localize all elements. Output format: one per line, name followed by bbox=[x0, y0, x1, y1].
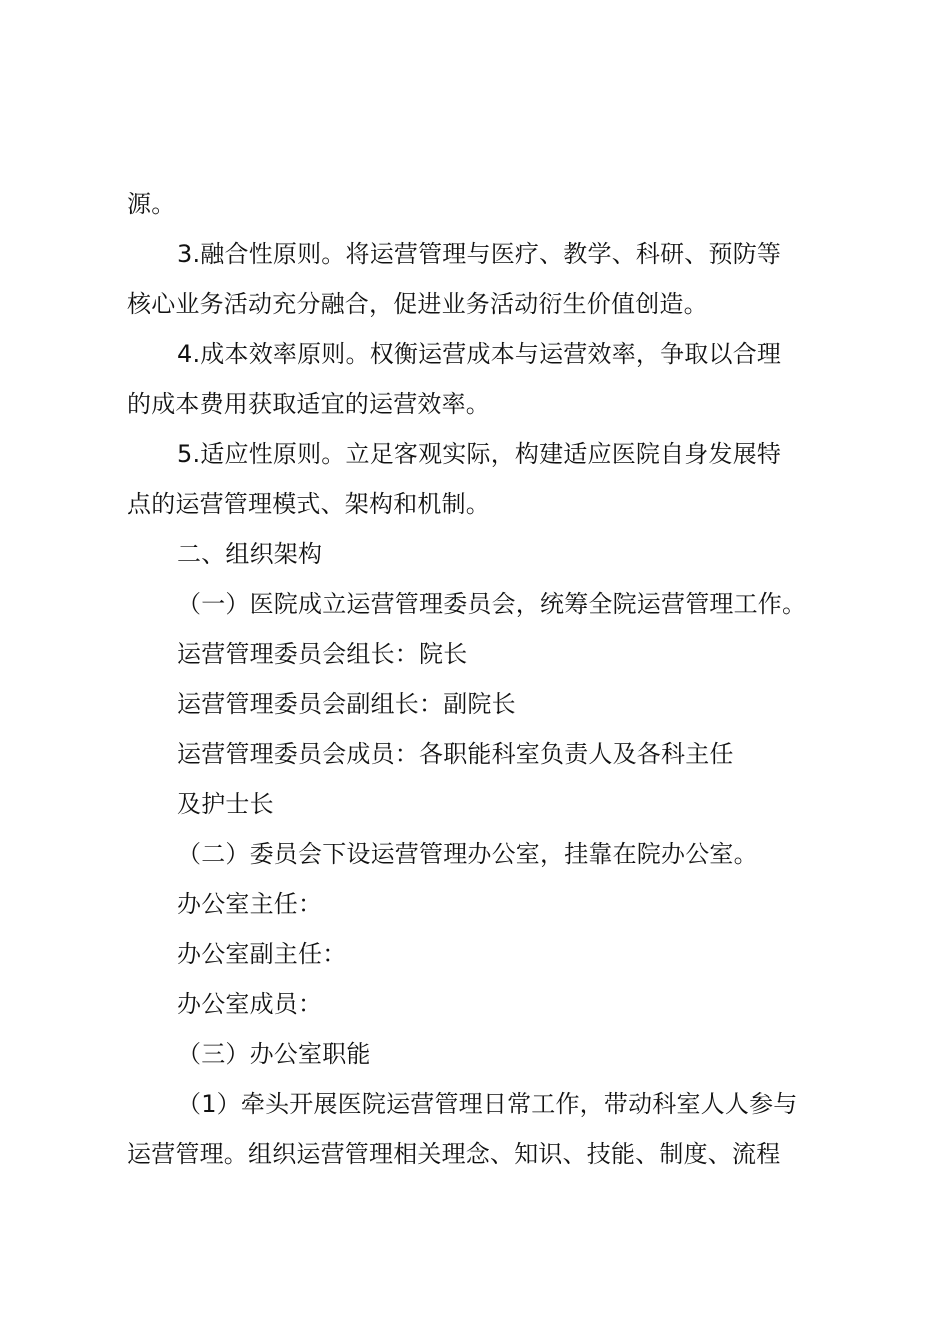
committee-members-line-1: 运营管理委员会成员：各职能科室负责人及各科主任 bbox=[177, 740, 734, 768]
committee-members-line-2: 及护士长 bbox=[177, 790, 274, 818]
subsection-3-heading: （三）办公室职能 bbox=[177, 1040, 371, 1068]
office-deputy-director: 办公室副主任： bbox=[177, 940, 347, 968]
subsection-2-heading: （二）委员会下设运营管理办公室，挂靠在院办公室。 bbox=[177, 840, 758, 868]
principle-4-line-1: 4.成本效率原则。权衡运营成本与运营效率，争取以合理 bbox=[177, 340, 782, 368]
principle-3-line-1: 3.融合性原则。将运营管理与医疗、教学、科研、预防等 bbox=[177, 240, 782, 268]
committee-deputy-leader: 运营管理委员会副组长：副院长 bbox=[177, 690, 516, 718]
principle-4-line-2: 的成本费用获取适宜的运营效率。 bbox=[127, 390, 490, 418]
principle-3-line-2: 核心业务活动充分融合，促进业务活动衍生价值创造。 bbox=[127, 290, 708, 318]
text-line-continuation: 源。 bbox=[127, 190, 176, 218]
office-function-1-line-1: （1）牵头开展医院运营管理日常工作，带动科室人人参与 bbox=[177, 1090, 798, 1118]
subsection-1-heading: （一）医院成立运营管理委员会，统筹全院运营管理工作。 bbox=[177, 590, 807, 618]
office-director: 办公室主任： bbox=[177, 890, 323, 918]
section-heading-organization: 二、组织架构 bbox=[177, 540, 323, 568]
committee-leader: 运营管理委员会组长：院长 bbox=[177, 640, 468, 668]
office-members: 办公室成员： bbox=[177, 990, 323, 1018]
principle-5-line-2: 点的运营管理模式、架构和机制。 bbox=[127, 490, 490, 518]
office-function-1-line-2: 运营管理。组织运营管理相关理念、知识、技能、制度、流程 bbox=[127, 1140, 781, 1168]
principle-5-line-1: 5.适应性原则。立足客观实际，构建适应医院自身发展特 bbox=[177, 440, 782, 468]
